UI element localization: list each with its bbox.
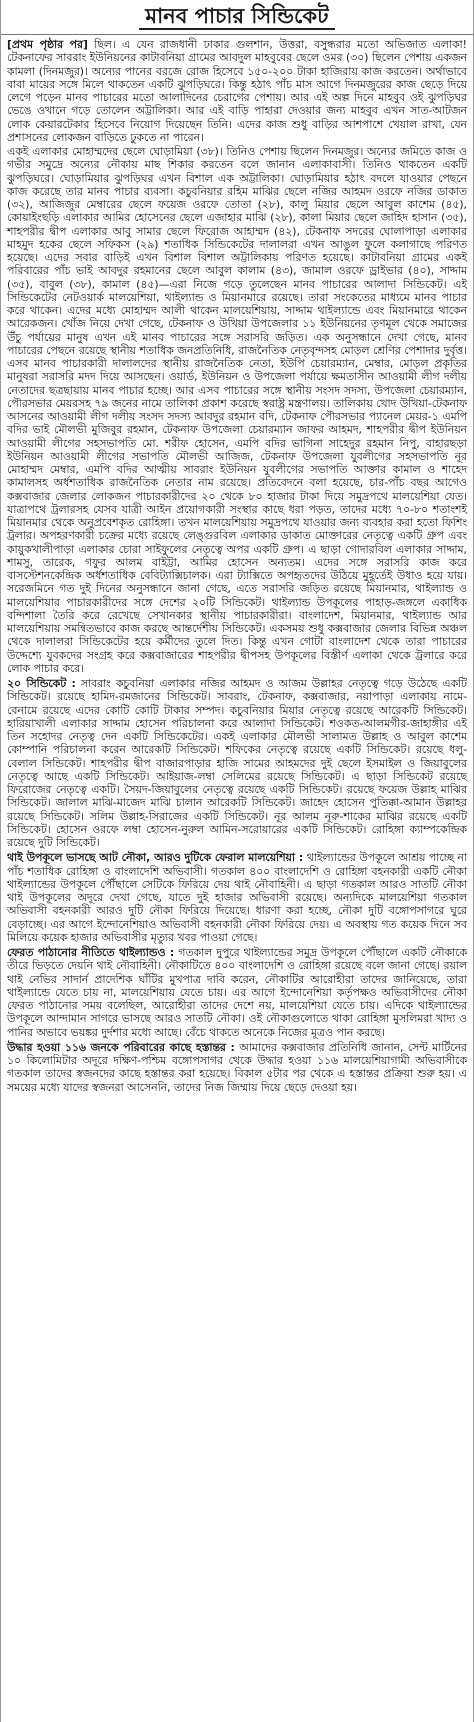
subheading: ফেরত পাঠানোর নীতিতে থাইল্যান্ডও : [7,946,175,959]
section-20-syndicates [7,677,467,849]
subheading: উদ্ধার হওয়া ১১৬ জনকে পরিবারের কাছে হস্তান্তর : [7,1040,235,1054]
paragraph-text: থাইল্যান্ডের উপকূলে আশ্রয় পাচ্ছে না পাঁচ শতাধিক রোহিঙ্গা ও বাংলাদেশি অভিবাসী। গতকাল ৪০০ বাংলাদেশি ও রোহিঙ্গা বহনকারী একটি নৌকা থাইল্যান্ডের উপকূলে পৌঁছালে সেটিকে ফিরিয়ে দেয় থাই নৌবাহিনী। এ ছাড়া গতকাল আরও সাতটি নৌকা থাই উপকূলের অদূরে দেখা গেছে, যাতে দুই হাজার অভিবাসী রয়েছে। অন্যদিকে মালয়েশিয়া গতকাল অভিবাসী বহনকারী আরও দুটি নৌকা ফিরিয়ে দিয়েছে। ধারণা করা হচ্ছে, নৌকা দুটি বঙ্গোপসাগরে ঘুরে বেড়াচ্ছে। এর আগে ইন্দোনেশিয়াও অভিবাসী বহনকারী নৌকা ফিরিয়ে দেয়। এ অবস্থায় গত কয়েক দিনে সব মিলিয়ে কয়েক হাজার অভিবাসীর মৃত্যুর খবর পাওয়া গেছে। [7,851,467,944]
paragraph-text: আমাদের কক্সবাজার প্রতিনিধি জানান, সেন্ট মার্টিনের ১০ কিলোমিটার অদূরে দক্ষিণ-পশ্চিম বঙ্গোপসাগর থেকে উদ্ধার হওয়া ১১৬ মালয়েশিয়াগামী অভিবাসীকে গতকাল তাদের স্বজনদের কাছে হস্তান্তর করা হয়েছে। বিকাল ৫টার পর থেকে এ হস্তান্তর প্রক্রিয়া শুরু হয়। এ সময়ের মধ্যে যাদের স্বজনরা আসেননি, তাদের নিজ জিম্মায় দিয়ে ছেড়ে দেওয়া হয়। [7,1040,467,1094]
paragraph-1 [7,38,467,144]
continuation-tag: [প্রথম পৃষ্ঠার পর] [7,38,88,51]
subheading: ২০ সিন্ডিকেট : [7,677,76,690]
subheading: থাই উপকূলে ভাসছে আট নৌকা, আরও দুটিকে ফেরাল মালয়েশিয়া : [7,851,304,865]
section-thai-coast [7,851,467,944]
paragraph-text: ছিল। এ যেন রাজধানী ঢাকার গুলশান, উত্তরা, বসুন্ধরার মতো অভিজাত এলাকা! টেকনাফের সাবরাং ইউনিয়নের কাটাবনিয়া গ্রামের আবদুল মাহবুবের ছেলে ওমর (৩০) ছিলেন পেশায় একজন কামলা (দিনমজুর)। অন্যের পানের বরজে রোজ হিসেবে ১৫০-২০০ টাকা হাজিরায় কাজ করতেন। অর্থাভাবে বাবা মায়ের সঙ্গে মিলে থাকতেন একটি ঝুপড়িঘরে। কিন্তু হঠাৎ পাঁচ মাস আগে দিনমজুরের কাজ ছেড়ে দিয়ে লেগে পড়েন মানব পাচারের মতো আলাদিনের চেরাগের পেশায়। আর এই অল্প দিনে মাহবুব ওই ঝুপড়িঘর ভেঙে ওখানে গড়ে তোলেন অট্টালিকা। আর এই বাড়ি পাহারা দেওয়ার জন্য মাহবুব এখন সাত-আটজন লোক কেয়ারটেকার হিসেবে নিয়োগ দিয়েছেন তিনি। এদের কাজ শুধু বাড়ির আশপাশে খেয়াল রাখা, যেন প্রশাসনের লোকজন বাড়িতে ঢুকতে না পারেন। [7,38,467,144]
headline: মানব পাচার সিন্ডিকেট [139,4,334,30]
paragraph-text: গতকাল দুপুরে থাইল্যান্ডের সমুদ্র উপকূলে পৌঁছালে একটি নৌকাকে তীরে ভিড়তে দেয়নি থাই নৌবাহিনী। নৌকাটিতে ৪০০ বাংলাদেশি ও রোহিঙ্গা রয়েছে বলে জানা গেছে। রয়াল থাই নেভির সাদার্ন প্রাদেশিক ঘাঁটির মুখপাত্র দাবি করেন, নৌকাটির আরোহীরা তাদের জানিয়েছে, তারা থাইল্যান্ডে যেতে চায় না, মালয়েশিয়ায় যেতে চায়। এর আগে ইন্দোনেশিয়া কর্তৃপক্ষও অভিবাসীদের নৌকা ফেরত পাঠানোর সময় বলেছিল, আরোহীরা তাদের দেশে নয়, মালয়েশিয়া যেতে চায়। এদিকে থাইল্যান্ডের উপকূলে আন্দামান সাগরে ভাসছে আরও সাতটি নৌকা। ওই নৌকাগুলোতে থাকা রোহিঙ্গা মুসলিমরা খাদ্য ও পানির অভাবে ভয়ঙ্কর দুর্দশার মধ্যে আছে। বেঁচে থাকতে অনেকে নিজের মূত্রও পান করছে। [7,946,467,1039]
paragraph-2 [7,145,467,675]
paragraph-text: সাবরাং কচুবনিয়া এলাকার নজির আহমদ ও আজম উল্লাহর নেতৃত্বে গড়ে উঠেছে একটি সিন্ডিকেট। রয়েছে হামিদ-রমজানের সিন্ডিকেট। সাবরাং, টেকনাফ, কক্সবাজার, নয়াপাড়া এলাকায় নামে-বেনামে রয়েছে এদের কোটি কোটি টাকার সম্পদ। কচুবনিয়ার মিয়ার নেতৃত্বে রয়েছে আরেকটি সিন্ডিকেট। হারিয়াখালী এলাকার সাদ্দাম হোসেন পরিচালনা করে আলাদা সিন্ডিকেট। শওকত-আলমগীর-জাহাঙ্গীর এই তিন সহোদর নেতৃত্ব দেন একটি সিন্ডিকেটের। একই এলাকার মৌলভী সালামত উল্লাহ ও আবুল কাশেম কোম্পানি পরিচালনা করেন আরেকটি সিন্ডিকেট। শফিকের নেতৃত্বে রয়েছে একটি সিন্ডিকেট। রয়েছে ধলু-বেলাল সিন্ডিকেট। শাহপরীর দ্বীপ বাজারপাড়ার হাজি সামের আহমদের দুই ছেলে ইসমাইল ও জিয়াবুলের নেতৃত্বে আছে একটি সিন্ডিকেট। আইয়াজ-লম্বা সেলিমের রয়েছে সিন্ডিকেট। এ ছাড়া সিন্ডিকেট রয়েছে ফিরোজের নেতৃত্বে একটি। সৈয়দ-জিয়াবুলের নেতৃত্বে রয়েছে একটি সিন্ডিকেট। রয়েছে ফয়েজ উল্লাহ মাঝির সিন্ডিকেট। জালাল মাঝি-মাজেদ মাঝি চালান আরেকটি সিন্ডিকেট। জাহেদ হোসেন পুতিক্কা-আমান উল্লাহর রয়েছে সিন্ডিকেট। সলিম উল্লাহ-সিরাজের একটি সিন্ডিকেট। নূর আলম নূরু-শাকের মাঝির রয়েছে একটি সিন্ডিকেট। হোসেন ওরফে লম্বা হোসেন-নুরুল আমিন-সরোয়ারের একটি সিন্ডিকেট। রোহিঙ্গা ক্যাম্পকেন্দ্রিক রয়েছে দুটি সিন্ডিকেট। [7,677,467,849]
section-pushback-policy [7,946,467,1039]
paragraph-text: একই এলাকার মোহাম্মদের ছেলে ঘোড়ামিয়া (৩৮)। তিনিও পেশায় ছিলেন দিনমজুর। অন্যের জমিতে কাজ ও গভীর সমুদ্রে অন্যের নৌকায় মাছ শিকার করতেন বলে জানান এলাকাবাসী। তিনিও থাকতেন একটি ঝুপড়িঘরে। ঘোড়ামিয়ার ঝুপড়িঘর এখন বিশাল এক অট্টালিকা। ঘোড়ামিয়ার হঠাৎ বদলে যাওয়ার পেছনে কাজ করেছে তার মানব পাচার ব্যবসা। কচুবনিয়ার রহিম মাঝির ছেলে নজির আহমদ ওরফে নজির ডাকাত (৩২), আজিজুর মেম্বারের ছেলে ফয়েজ ওরফে তোতা (২৮), কালু মিয়ার ছেলে আবুল কাশেম (৪৫), কোয়াইংছড়ি এলাকার আমির হোসেনের ছেলে এজাহার মাঝি (২৮), কালা মিয়ার ছেলে জাহিদ হাসান (৩৫), শাহপরীর দ্বীপ এলাকার আবু সামার ছেলে ফিরোজ আহাম্মদ (৪২), টেকনাফ সদরের ঘোলাপাড়া এলাকার মাহমুদ হকের ছেলে সফিকস (২৯) শতাধিক সিন্ডিকেটের দালালরা এখন আঙুল ফুলে কলাগাছে পরিণত হয়েছে। এদের সবার বাড়িই এখন বিশাল বিশাল অট্টালিকায় পরিণত হয়েছে। কাটাবনিয়া গ্রামের একই পরিবারের পাঁচ ভাই আবদুর রহমানের ছেলে আবুল কালাম (৪৩), জামাল ওরফে ড্রাইভার (৪০), সাদ্দাম (৩৫), বাবুল (৩৮), কামাল (৪৫)—এরা নিজে গড়ে তুলেছেন মানব পাচারের আলাদা সিন্ডিকেট। এই সিন্ডিকেটের নেটওয়ার্ক মালয়েশিয়া, থাইল্যান্ড ও মিয়ানমারে রয়েছে। তারা সংকেতের মাধ্যমে মানব পাচার করে থাকেন। এদের মধ্যে মোহাম্মদ আলী থাকেন মালয়েশিয়ায়, সাদ্দাম থাইল্যান্ডে এবং মিয়ানমারে থাকেন আরেকজন। খোঁজ নিয়ে দেখা গেছে, টেকনাফ ও উখিয়া উপজেলার ১১ ইউনিয়নের তৃণমূল থেকে সমাজের উঁচু পর্যায়ের মানুষ এখন এই মানব পাচারের সঙ্গে সরাসরি জড়িত। এক অনুসন্ধানে দেখা গেছে, মানব পাচারের পেছনে রয়েছে স্থানীয় শতাধিক জনপ্রতিনিধি, রাজনৈতিক নেতৃবৃন্দসহ মোড়ল শ্রেণির পেশাদার দুর্বৃত্ত। এসব মানব পাচারকারী দালালদের স্থানীয় রাজনৈতিক নেতা, ইউপি চেয়ারম্যান, মেম্বার, মোড়ল প্রকৃতির মানুষরা সরাসরি মদদ দিয়ে আসছেন। ওয়ার্ড, ইউনিয়ন ও উপজেলা পর্যায়ে ক্ষমতাসীন আওয়ামী লীগ দলীয় নেতাদের ছত্রছায়ায় মানব পাচার হচ্ছে। আর এসব পাচারের সঙ্গে স্থানীয় সংসদ সদস্য, উপজেলা চেয়ারম্যান, পৌরসভার মেয়রসহ ৭৯ জনের নামে তালিকা প্রকাশ করেছে স্বরাষ্ট্র মন্ত্রণালয়। তালিকায় খোদ উখিয়া-টেকনাফ আসনের আওয়ামী লীগ দলীয় সংসদ সদস্য আবদুর রহমান বদি, টেকনাফ পৌরসভার প্যানেল মেয়র-১ এমপি বদির ভাই মৌলভী মুজিবুর রহমান, টেকনাফ উপজেলা চেয়ারম্যান জাফর আহমদ, শাহপরীর দ্বীপ ইউনিয়ন আওয়ামী লীগের সহসভাপতি মো. শরীফ হোসেন, এমপি বদির ভাগিনা সাহেদুর রহমান নিপু, বাহারছড়া ইউনিয়ন আওয়ামী লীগের সভাপতি মৌলভী আজিজ, টেকনাফ উপজেলা যুবলীগের সহসভাপতি নূর মোহাম্মদ মেম্বার, এমপি বদির আত্মীয় সাবরাং ইউনিয়ন যুবলীগের সভাপতি আক্তার কামাল ও শাহেদ কামালসহ অর্ধশতাধিক রাজনৈতিক নেতার নাম রয়েছে। প্রতিবেদনে বলা হয়েছে, চার-পাঁচ বছর আগেও কক্সবাজার জেলার লোকজন পাচারকারীদের ২০ থেকে ৮০ হাজার টাকা দিয়ে সমুদ্রপথে মালয়েশিয়া যেত। যাত্রাপথে ট্রলারসহ যেসব যাত্রী আইন প্রয়োগকারী সংস্থার কাছে ধরা পড়ত, তাদের মধ্যে ৭০-৮০ শতাংশই মিয়ানমার থেকে অনুপ্রবেশকৃত রোহিঙ্গা। তখন মালয়েশিয়ায় সমুদ্রপথে যাওয়ার জন্য ব্যবহার করা হতো ফিশিং ট্রলার। অপহরণকারী চক্রের মধ্যে রয়েছে লেঙ্গুরবিল এলাকার ডাকাত মোক্তারের নেতৃত্বে একটি গ্রুপ এবং কায়ুকখালীপাড়া এলাকার চোরা সাইফুলের নেতৃত্বে অপর একটি গ্রুপ। এ ছাড়া গোদারবিল এলাকার সাদ্দাম, শামসু, তারেক, গফুর আলম বাইট্টা, আমির হোসেন অন্যতম। এদের সঙ্গে সরাসরি কাজ করে বাসস্টেশনকেন্দ্রিক অর্ধশতাধিক বেবিট্যাক্সিচালক। এরা ট্যাক্সিতে অপহৃতদের উঠিয়ে মুহূর্তেই উধাও হয়ে যায়। সরেজমিনে গত দুই দিনের অনুসন্ধানে জানা গেছে, এতে সরাসরি জড়িত রয়েছে মিয়ানমার, থাইল্যান্ড ও মালয়েশিয়ার পাচারকারীদের সঙ্গে দেশের ২০টি সিন্ডিকেট। থাইল্যান্ড উপকূলের পাহাড়-জঙ্গলে একাধিক বন্দিশালা তৈরি করে রেখেছে সেখানকার স্থানীয় পাচারকারীরা। বাংলাদেশ, মিয়ানমার, থাইল্যান্ড আর মালয়েশিয়ায় সমন্বিতভাবে কাজ করছে আন্তর্দেশীয় সিন্ডিকেট। একসময় শুধু কক্সবাজার জেলার বিভিন্ন অঞ্চল থেকে দালালরা সিন্ডিকেটের হয়ে কর্মীদের তুলে দিত। কিন্তু এখন গোটা বাংলাদেশ থেকে তারা পাচারের উদ্দেশ্যে যুবকদের সংগ্রহ করে কক্সবাজারের শাহপরীর দ্বীপসহ উপকূলের বিস্তীর্ণ এলাকা থেকে ট্রলারে করে লোক পাচার করে। [7,145,468,675]
section-rescued-handover [7,1041,467,1094]
headline-area [1,0,473,35]
article-body [1,35,473,1094]
